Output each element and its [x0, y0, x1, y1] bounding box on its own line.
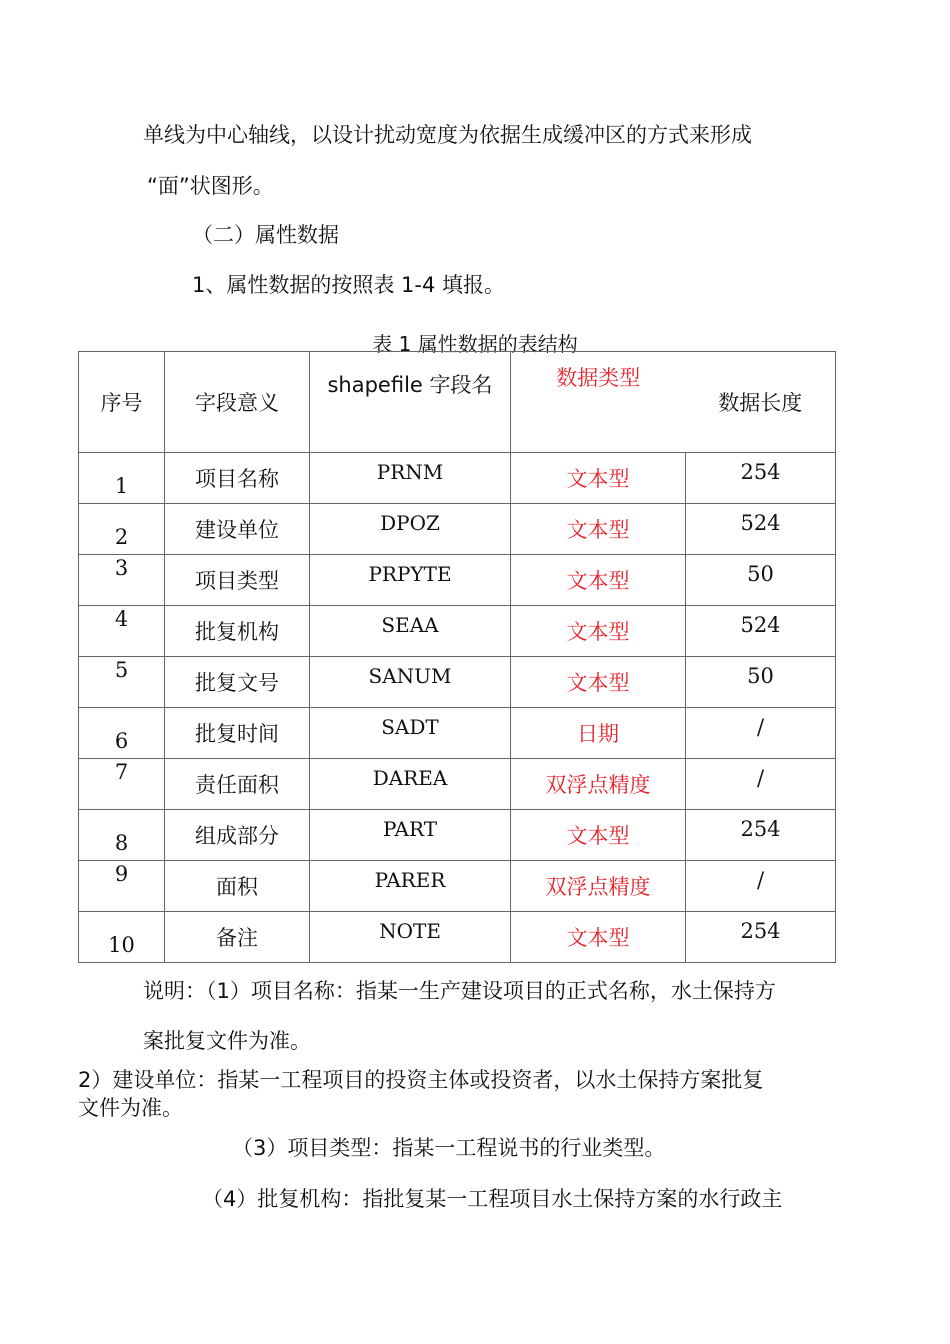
- section-heading-attribute: （二）属性数据: [192, 223, 339, 247]
- table-row: [79, 708, 836, 759]
- table-row: [79, 759, 836, 810]
- header-index: 序号: [79, 352, 165, 453]
- cell-shapefile-code: SEAA: [381, 613, 439, 637]
- cell-data-type: 文本型: [566, 569, 630, 593]
- cell-index: 3: [114, 556, 129, 580]
- cell-shapefile-code: PRPYTE: [368, 562, 452, 586]
- note-4: （4）批复机构：指批复某一工程项目水土保持方案的水行政主: [202, 1187, 783, 1211]
- cell-shapefile-code: DAREA: [372, 766, 448, 790]
- cell-index: 2: [114, 525, 129, 549]
- paragraph-fill-instruction: 1、属性数据的按照表 1-4 填报。: [192, 273, 506, 297]
- cell-index: 4: [114, 607, 129, 631]
- cell-shapefile-code: NOTE: [379, 919, 441, 943]
- cell-data-type: 文本型: [566, 620, 630, 644]
- cell-meaning: 项目名称: [195, 467, 279, 491]
- table-row: [79, 555, 836, 606]
- table-caption: 表 1 属性数据的表结构: [372, 332, 578, 356]
- cell-index: 8: [114, 831, 129, 855]
- cell-data-type: 文本型: [566, 824, 630, 848]
- header-meaning: 字段意义: [165, 352, 310, 453]
- note-1: 说明：（1）项目名称：指某一生产建设项目的正式名称，水土保持方: [143, 979, 776, 1003]
- cell-data-type: 文本型: [566, 671, 630, 695]
- note-2-cont: 文件为准。: [78, 1096, 183, 1120]
- cell-meaning: 建设单位: [195, 518, 279, 542]
- cell-meaning: 组成部分: [195, 824, 279, 848]
- cell-data-length: 524: [740, 613, 781, 637]
- cell-data-type: 文本型: [566, 926, 630, 950]
- cell-meaning: 面积: [216, 875, 258, 899]
- header-type: 数据类型: [556, 366, 641, 390]
- table-row: [79, 657, 836, 708]
- cell-meaning: 批复时间: [195, 722, 279, 746]
- note-1-cont: 案批复文件为准。: [143, 1029, 311, 1053]
- cell-data-length: 524: [740, 511, 781, 535]
- cell-data-length: 254: [740, 460, 781, 484]
- cell-data-type: 文本型: [566, 518, 630, 542]
- table-row: [79, 810, 836, 861]
- cell-shapefile-code: PARER: [374, 868, 446, 892]
- paragraph-shape: “面”状图形。: [147, 174, 274, 198]
- cell-data-length: /: [756, 715, 765, 739]
- cell-shapefile-code: PART: [382, 817, 438, 841]
- cell-meaning: 项目类型: [195, 569, 279, 593]
- cell-data-length: 50: [747, 562, 774, 586]
- cell-index: 6: [114, 729, 129, 753]
- cell-data-type: 双浮点精度: [545, 875, 651, 899]
- table-row: [79, 861, 836, 912]
- cell-index: 5: [114, 658, 129, 682]
- table-row: [79, 453, 836, 504]
- table-header-row: [79, 352, 836, 453]
- cell-shapefile-code: SADT: [381, 715, 439, 739]
- header-length: 数据长度: [718, 391, 803, 415]
- cell-index: 1: [114, 474, 129, 498]
- table-row: [79, 912, 836, 963]
- cell-data-type: 日期: [577, 722, 619, 746]
- note-3: （3）项目类型：指某一工程说书的行业类型。: [232, 1136, 666, 1160]
- cell-data-length: 254: [740, 817, 781, 841]
- cell-meaning: 责任面积: [195, 773, 279, 797]
- cell-data-length: /: [756, 766, 765, 790]
- cell-meaning: 批复文号: [195, 671, 279, 695]
- note-2: 2）建设单位：指某一工程项目的投资主体或投资者，以水土保持方案批复: [78, 1068, 764, 1092]
- cell-shapefile-code: DPOZ: [380, 511, 440, 535]
- cell-data-length: 254: [740, 919, 781, 943]
- paragraph-buffer: 单线为中心轴线，以设计扰动宽度为依据生成缓冲区的方式来形成: [143, 123, 752, 147]
- cell-meaning: 批复机构: [195, 620, 279, 644]
- cell-data-length: /: [756, 868, 765, 892]
- table-row: [79, 606, 836, 657]
- cell-data-length: 50: [747, 664, 774, 688]
- cell-index: 9: [114, 862, 129, 886]
- cell-meaning: 备注: [216, 926, 258, 950]
- cell-data-type: 双浮点精度: [545, 773, 651, 797]
- header-shapefile: shapefile 字段名: [327, 373, 493, 397]
- cell-index: 10: [108, 933, 135, 957]
- cell-shapefile-code: SANUM: [368, 664, 452, 688]
- attribute-table: [78, 351, 836, 963]
- cell-index: 7: [114, 760, 129, 784]
- cell-data-type: 文本型: [566, 467, 630, 491]
- cell-shapefile-code: PRNM: [376, 460, 444, 484]
- table-row: [79, 504, 836, 555]
